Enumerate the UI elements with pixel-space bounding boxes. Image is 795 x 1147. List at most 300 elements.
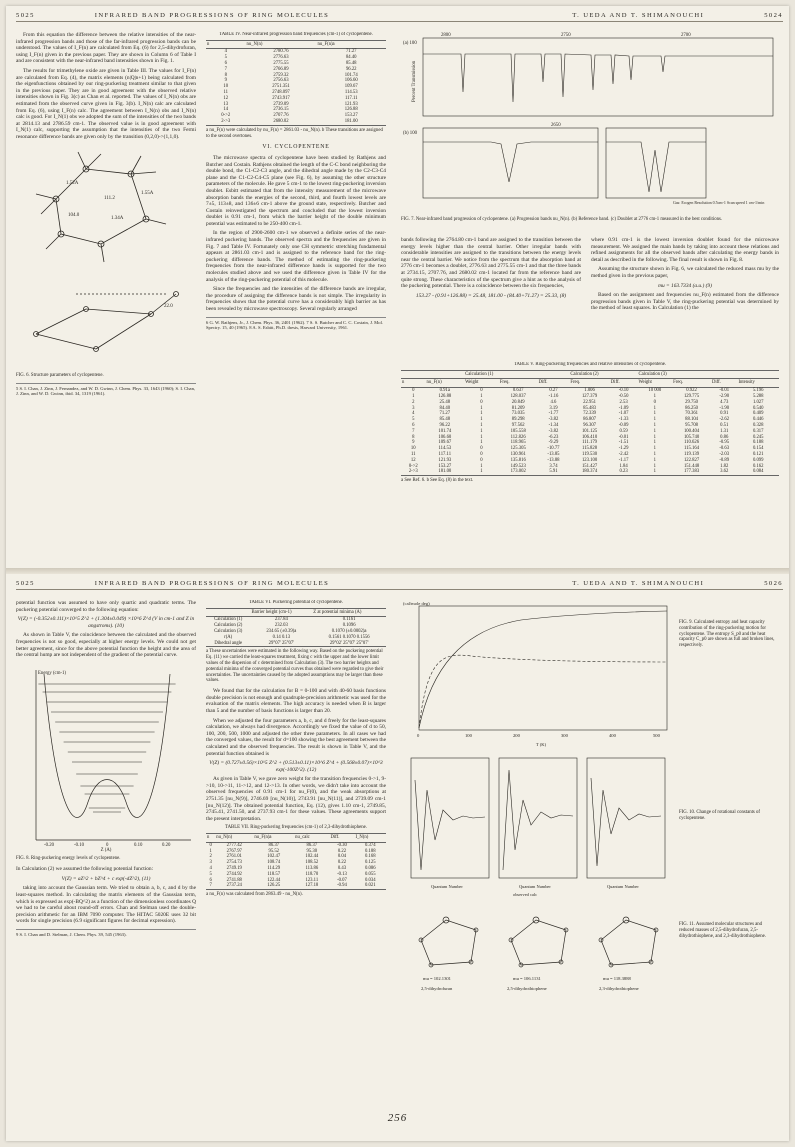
table-cell: -3.82 <box>548 417 559 423</box>
table-cell: 2767.97 <box>226 848 242 854</box>
table-cell: 1 <box>480 393 483 399</box>
running-header <box>16 12 783 22</box>
table-cell: 84.40 <box>345 55 357 61</box>
table-cell: 121.93 <box>344 101 358 107</box>
fig7-tick: 2800 <box>441 33 451 38</box>
table-cell: 71.27 <box>345 49 357 55</box>
table-cell: 130.961 <box>510 451 526 457</box>
table-header: n <box>206 40 246 49</box>
table-cell: -1.51 <box>618 440 629 446</box>
table-cell: 123.100 <box>581 457 598 463</box>
table-row <box>206 641 386 647</box>
header-page-number-right: 5026 <box>764 580 783 587</box>
column-2 <box>206 32 386 562</box>
table-cell: -2.90 <box>719 393 730 399</box>
table-cell: 115.164 <box>684 446 700 452</box>
table-cell: 1 <box>653 463 656 469</box>
table-cell: 135.816 <box>510 457 526 463</box>
table-cell: -1.16 <box>548 393 559 399</box>
table-cell: 0.374 <box>364 842 376 848</box>
table-cell: 22.951 <box>583 399 597 405</box>
table-footnote: a nu_F(n) was calculated from 2863.49 - nu_N(n). <box>206 892 303 898</box>
fig11-mu-label: mu = 118.3888 <box>603 976 631 981</box>
table-cell: 96.22 <box>345 66 357 72</box>
table-cell: 12 <box>410 457 416 463</box>
table-cell: 8 <box>412 434 415 440</box>
table-cell: 1 <box>637 469 672 475</box>
table-cell: 11 <box>223 89 229 95</box>
table-row <box>206 629 386 635</box>
table-header: nu_N(n) <box>246 40 317 49</box>
paragraph: Since the frequencies and the intensities of the difference bands are irregular, the procedure of assigning the difference bands is not simple. The irregularity in frequencies shows that the potential curve has a considerably high barrier as has been revealed by microwave spectroscopy. Several regularly arranged <box>206 286 386 312</box>
table-cell: 2748.097 <box>272 89 290 95</box>
table-cell: 0 <box>480 399 483 405</box>
table-cell: 0.245 <box>752 434 764 440</box>
table-cell: 2776.63 <box>273 55 289 61</box>
table-header: Intensity <box>737 379 779 388</box>
fig7-spectrum <box>401 32 779 212</box>
table-cell: 88.104 <box>685 417 698 423</box>
table-header: Diff. <box>610 379 638 388</box>
table-cell: 151.448 <box>683 463 700 469</box>
table-cell: 0.540 <box>752 405 764 411</box>
table-cell: 114.53 <box>344 89 358 95</box>
table-cell: 10 <box>223 84 229 90</box>
column-4 <box>591 237 779 357</box>
fig8-xtick: 0.10 <box>134 842 143 848</box>
table-group-header: Calculation (2) <box>569 370 637 379</box>
table-cell: 0.04 <box>337 854 347 860</box>
fig9-plot <box>401 600 671 750</box>
fig10-xlabel: Quantum Number <box>607 884 639 889</box>
table-cell: 4.6 <box>550 399 557 405</box>
table-cell: 119.530 <box>582 451 598 457</box>
fig11-structures <box>401 900 671 1000</box>
table-header: n <box>206 834 215 843</box>
table-cell: 0.446 <box>752 417 764 423</box>
table-cell: Calculation (1) <box>214 617 243 623</box>
fig10-xlabel: Quantum Number <box>519 884 551 889</box>
table-cell: 0.188 <box>364 848 376 854</box>
paragraph: The microwave spectra of cyclopentene have been studied by Rathjens and Butcher and Costain. Rathjens obtained the length of the C-C bond neighboring the double bond, the C1-C2-C3 angle, and the dihedral angle made by the C2-C3-C4 plane and the C1-C2-C4-C5 plane (see Fig. 6), by assuming the other structure parameters of the molecule. He gave 5 cm-1 to the lowest ring-puckering inversion doublet. Esbitt estimated that from the intensity measurement of the microwave absorption bands the energies of the second, third, and fourth lowest levels are 7±5, 113±8, and 136±6 cm-1 above the ground state, respectively. Butcher and Costain reinvestigated the spectrum and concluded that the lowest inversion doublet is 0.91 cm-1, from which the barrier height of the double minimum potential was estimated to be 250-400 cm-1. <box>206 154 386 227</box>
table-cell: 1 <box>653 451 656 457</box>
table-cell: 1 <box>653 428 656 434</box>
table-header: Z at potential minima (A) <box>312 608 386 617</box>
figure-caption: FIG. 11. Assumed molecular structures and reduced masses of 2,5-dihydrofuran, 2,5-dihydrothiophene, and 2,3-dihydrothiophene. <box>679 922 766 939</box>
table-cell: 0.91a <box>439 388 450 394</box>
paragraph: taking into account the Gaussian term. We tried to obtain a, b, c, and d by the least-squares method. In calculating the matrix elements of the Gaussian term, which is expressed as exp(-BQ^2) as a function of the dimensionless coordinates Q we had to be careful about round-off errors. Chan and Stelman used the double-precision arithmetic for an IBM 7090 computer. The HITAC 5020E uses 32 bit words for single precision (6.9 significant figures for decimal expression). <box>16 885 196 925</box>
table-cell: -2.42 <box>618 451 629 457</box>
table-cell: -0.89 <box>719 457 730 463</box>
table-header: nu_F(n) <box>426 379 465 388</box>
table-cell: 1 <box>653 446 656 452</box>
table-cell: 0 <box>209 842 212 848</box>
table-cell: 118.70 <box>305 871 319 877</box>
table-cell: 2 <box>412 399 415 405</box>
top-page <box>16 12 783 562</box>
table-cell: 10 000 <box>648 388 662 394</box>
table-cell: 101.74 <box>344 72 358 78</box>
fig6-label: 104.0 <box>68 212 80 218</box>
table-cell: 3.62 <box>711 469 737 475</box>
table-cell: 1 <box>653 434 656 440</box>
table-cell: 149.523 <box>510 463 526 469</box>
fig9-xtick: 100 <box>465 733 472 738</box>
footnote: 9 S. I. Chan and D. Stelman, J. Chem. Phys. 39, 545 (1963). <box>16 929 196 938</box>
table-cell: Calculation (2) <box>214 623 243 629</box>
table-cell: 2751.351 <box>272 84 290 90</box>
table-cell: 0.055 <box>364 871 376 877</box>
table-cell: 96.307 <box>583 422 597 428</box>
table-cell: 105.558 <box>510 428 526 434</box>
table-cell: 4 <box>224 49 227 55</box>
table-cell: 126.88 <box>438 393 452 399</box>
table-cell: 72.339 <box>583 411 597 417</box>
table-cell: 5.288 <box>752 393 764 399</box>
table-cell: -2.03 <box>719 451 730 457</box>
figure-10 <box>401 750 779 900</box>
figure-6 <box>16 144 196 379</box>
table-cell: 2736.15 <box>273 107 289 113</box>
table-cell: 86.807 <box>583 417 597 423</box>
table-cell: 101.125 <box>581 428 598 434</box>
figure-7 <box>401 32 779 232</box>
figures-right <box>401 600 779 1140</box>
table-cell: 3 <box>412 405 415 411</box>
table-cell: 71.27 <box>439 411 451 417</box>
table-cell: -9.29 <box>548 440 559 446</box>
table-cell: 9 <box>224 78 227 84</box>
table-cell: 86.37 <box>306 842 318 848</box>
table-cell: 0 <box>412 388 415 394</box>
table-cell: 5 <box>209 871 212 877</box>
table-cell: 1 <box>653 457 656 463</box>
table-cell: 7 <box>412 428 415 434</box>
figure-11 <box>401 900 779 1010</box>
table-cell: 108.52 <box>305 860 319 866</box>
section-heading: VI. CYCLOPENTENE <box>262 144 330 151</box>
fig9-xtick: 300 <box>561 733 568 738</box>
table-cell: 2->3 <box>401 469 426 475</box>
header-title: INFRARED BAND PROGRESSIONS OF RING MOLECULES <box>94 580 330 587</box>
table-cell: 14 <box>223 107 229 113</box>
table-cell: Dihedral angle <box>206 641 250 647</box>
table-6 <box>206 608 386 648</box>
table-cell: 109.67 <box>438 440 452 446</box>
table-cell: 6 <box>224 60 227 66</box>
table-cell: 29.750 <box>685 399 698 405</box>
table-5 <box>401 370 779 477</box>
table-cell: 12 <box>223 95 229 101</box>
table-cell: 1 <box>653 393 656 399</box>
fig11-molecule-name: 2,5-dihydrothiophene <box>507 986 547 991</box>
table-cell: 122.44 <box>267 877 281 883</box>
table-cell: 118.57 <box>267 871 281 877</box>
table-cell: 0 <box>480 451 483 457</box>
table-cell: 0.1561 0.1070 0.1556 <box>328 634 370 640</box>
bottom-page <box>16 580 783 1140</box>
table-cell: 0.1096 <box>342 623 356 629</box>
table-cell: 84.40 <box>439 405 451 411</box>
table-cell: 0.021 <box>355 883 386 889</box>
fig8-xtick: -0.10 <box>74 842 84 848</box>
table-cell: -0.01 <box>618 434 629 440</box>
table-cell: 13 <box>223 101 229 107</box>
table-cell: -0.13 <box>337 871 347 877</box>
figure-caption: FIG. 10. Change of rotational constants of cyclopentene. <box>679 810 760 821</box>
table-header: nu_calc <box>294 834 329 843</box>
table-cell: 0.51 <box>720 422 729 428</box>
table-cell: 85.48 <box>345 60 357 66</box>
table-cell: 100.404 <box>683 428 700 434</box>
figure-caption: FIG. 7. Near-infrared band progression of cyclopentene. (a) Progression bands nu_N(n). (b) Reference band. (c) Doublet at 2776 cm-1 measured in the best conditions. <box>401 216 723 222</box>
paragraph: As shown in Table V, the coincidence between the calculated and the observed frequencies is not so good, especially at higher energy levels. We could not get better agreement, since for the above potential function the height and the area of the central hump are not independent of the gradient of the potential curve. <box>16 632 196 659</box>
column-1 <box>16 600 196 1140</box>
table-cell: -1.77 <box>548 411 559 417</box>
table-cell: 2737.24 <box>215 883 253 889</box>
table-cell: 2744.92 <box>226 871 242 877</box>
header-page-number: 5025 <box>16 12 35 19</box>
table-cell: 128.037 <box>510 393 526 399</box>
table-cell: 0.91 <box>720 411 729 417</box>
figure-9 <box>401 600 779 750</box>
table-cell: 0.188 <box>752 440 764 446</box>
table-cell: 0.317 <box>752 428 764 434</box>
header-title: INFRARED BAND PROGRESSIONS OF RING MOLECULES <box>94 12 330 19</box>
table-cell: 0.637 <box>512 388 524 394</box>
table-cell: 0.084 <box>737 469 779 475</box>
table-cell: 2777.42 <box>226 842 242 848</box>
table-cell: 0.86 <box>720 434 729 440</box>
table-header: Weight <box>464 379 499 388</box>
table-cell: 86.37 <box>268 842 280 848</box>
table-cell: r(A) <box>224 634 233 640</box>
table-cell: 5.196 <box>752 388 764 394</box>
table-cell: 3.74 <box>549 463 558 469</box>
table-cell: 0.43 <box>337 866 347 872</box>
table-footnote: a See Ref. 6. b See Eq. (8) in the text. <box>401 478 474 484</box>
table-cell: 0.1070 (±0.0002)a <box>331 628 367 634</box>
table-cell: Calculation (3) <box>214 628 243 634</box>
table-cell: 2.53 <box>619 399 628 405</box>
paragraph: The results for trimethylene oxide are given in Table III. The values for I_F(n) are calculated from Eq. (4), the matrix elements (n|Q|n+1) being calculated from the eigenfunctions obtained by our ring-puckering treatment similar to that given in the previous paper. They are in good agreement with the observed relative intensities shown in Fig. 3(c) as Chan et al. reported. The values of I_N(n) obs are estimated from the observed curve given in Fig. 3(b). I_N(n) calc are calculated from Eq. (6), using I_F(n) calc. The agreement between I_N(n) obs and I_N(n) calc is good. For I_N(1) obs we adopted the sum of the intensities of the two bands at 2814.13 and 2786.59 cm-1. The observed value is in good agreement with I_N(1) calc, supporting the assumption that the intensities of the two Fermi resonance difference bands are given only by the transition (0,2,0)->(1,1,0). <box>16 67 196 140</box>
table-cell: 1.006 <box>584 388 595 394</box>
table-cell: 105.740 <box>683 434 700 440</box>
fig6-structure-diagram <box>16 144 196 369</box>
fig7-tick: 2750 <box>561 33 571 38</box>
table-header: nu_F(n)a <box>316 40 386 49</box>
table-cell: 1 <box>480 411 483 417</box>
figure-8 <box>16 662 196 862</box>
table-cell: 2761.01 <box>226 854 242 860</box>
column-2 <box>206 600 386 1140</box>
table-cell: 6 <box>412 422 415 428</box>
footnote: 5 S. I. Chan, J. Zinn, J. Fernandez, and W. D. Gwinn, J. Chem. Phys. 33, 1643 (1960); S. I. Chan, J. Zinn, and W. D. Gwinn, ibid. 34, 1319 (1961). <box>16 383 196 397</box>
table-header: Freq. <box>569 379 609 388</box>
table-cell: 1 <box>412 393 415 399</box>
table-cell: 1 <box>480 417 483 423</box>
table-cell: 2743.917 <box>272 95 290 101</box>
table-cell: 114.53 <box>438 446 452 452</box>
paragraph: Based on the assignment and frequencies nu_F(n) estimated from the difference progression bands given in Table V, the ring-puckering potential was determined by the method of least squares. In Calculation (1) the <box>591 292 779 312</box>
table-cell: 0->2 <box>221 113 231 119</box>
table-cell: 2759.32 <box>273 72 289 78</box>
paragraph: potential function was assumed to have only quartic and quadratic terms. The puckering potential converged to the following equation: <box>16 600 196 613</box>
table-cell: 95.708 <box>685 422 698 428</box>
paragraph: Assuming the structure shown in Fig. 6, we calculated the reduced mass mu by the method given in the previous paper, <box>591 266 779 279</box>
table-cell: 1.31 <box>720 428 729 434</box>
table-title: TABLE V. Ring-puckering frequencies and relative intensities of cyclopentene. <box>513 362 667 367</box>
fig7-tick: 2700 <box>681 33 691 38</box>
table-cell: 1.84 <box>619 463 628 469</box>
fig10-xlabel: Quantum Number <box>431 884 463 889</box>
table-cell: 2775.55 <box>273 60 289 66</box>
column-3 <box>401 237 581 357</box>
table-cell: 0.59 <box>619 428 628 434</box>
table-cell: 106.410 <box>581 434 598 440</box>
table-row <box>206 883 386 889</box>
paragraph: From this equation the difference between the relative intensities of the near-infrared progression bands and those of the far-infrared progression bands can be understood. The values of I_F(n) are calculated from Eq. (6) for 2,5-dihydrofuran, using I_F(n) given in the previous paper. They are shown in Column 6 of Table I and are consistent with the near-infrared band intensities shown in Fig. 1. <box>16 32 196 65</box>
figure-caption: FIG. 6. Structure parameters of cyclopentene. <box>16 373 104 379</box>
table-cell: 2749.19 <box>226 866 242 872</box>
table-cell: 181.00 <box>426 469 465 475</box>
table-cell: 106.60 <box>438 434 452 440</box>
table-row <box>206 119 386 125</box>
table-group-header: Calculation (3) <box>637 370 779 379</box>
table-cell: 0 <box>480 446 483 452</box>
table-cell: 1 <box>653 417 656 423</box>
table-cell: 0.27 <box>549 388 558 394</box>
table-header: nu_N(n) <box>215 834 253 843</box>
table-cell: 4 <box>412 411 415 417</box>
table-cell: 0.14 0.13 <box>272 634 291 640</box>
table-cell: 1.027 <box>752 399 764 405</box>
table-cell: 11 <box>411 451 416 457</box>
table-cell: -0.30 <box>337 842 347 848</box>
table-cell: 118.965 <box>510 440 526 446</box>
table-cell: 2780.76 <box>273 49 289 55</box>
fig9-ylabel: (cal/mole deg) <box>403 601 430 606</box>
table-cell: -1.09 <box>618 405 629 411</box>
table-header: n <box>401 379 426 388</box>
table-title: TABLE VI. Puckering potential of cyclopentene. <box>249 600 343 605</box>
table-cell: -6.23 <box>548 434 559 440</box>
equation-10: V(Z) = (-0.352±0.111)×10^5 Z^2 + (1.304±0.049) ×10^6 Z^4 (V in cm-1 and Z in angstroms). (10) <box>17 616 195 629</box>
table-group-header: Calculation (1) <box>464 370 569 379</box>
table-cell: 1 <box>480 422 483 428</box>
table-header: Freq. <box>499 379 538 388</box>
table-cell: 2707.76 <box>273 113 289 119</box>
fig11-mu-label: mu = 106.1131 <box>513 976 541 981</box>
fig8-xtick: -0.20 <box>44 842 54 848</box>
table-cell: -0.10 <box>618 388 629 394</box>
table-cell: 0.162 <box>752 463 764 469</box>
equation-12: V(Z) = (0.727±0.56)×10^5 Z^2 + (0.513±0.11)×10^6 Z^4 + (0.568±0.07)×10^3 exp(-100Z^2). (12) <box>209 760 383 773</box>
table-cell: 2680.02 <box>246 119 317 125</box>
spread-divider <box>6 568 789 574</box>
table-cell: 9 <box>412 440 415 446</box>
table-cell: 117.11 <box>438 451 452 457</box>
table-cell: 0.154 <box>752 446 764 452</box>
table-cell: -10.77 <box>547 446 560 452</box>
fig9-xtick: 400 <box>609 733 616 738</box>
table-cell: 129.775 <box>683 393 700 399</box>
table-cell: -13.85 <box>547 451 560 457</box>
table-footnote: a These uncertainties were estimated in the following way. Based on the puckering potential Eq. (11) we carried the least-squares treatment, fixing c with the upper and the lower limit values of the dispersion of c determined from Calculation (3). The two barrier heights and potential minima of the converged potential curves thus obtained were regarded to give their uncertainties. The uncertainties caused by the adopted assumptions may be larger than these values. <box>206 649 384 684</box>
table-cell: 111.179 <box>582 440 598 446</box>
table-cell: 81.209 <box>511 405 525 411</box>
fig6-label: 1.34A <box>111 215 124 221</box>
table-cell: 0.121 <box>752 451 764 457</box>
table-cell: 2756.63 <box>273 78 289 84</box>
table-title: TABLE IV. Near-infrared progression band frequencies (cm-1) of cyclopentene. <box>219 32 373 37</box>
fig11-molecule-name: 2,3-dihydrothiophene <box>599 986 639 991</box>
table-cell: -1.07 <box>618 411 629 417</box>
running-header <box>16 580 783 590</box>
table-cell: 1 <box>480 463 483 469</box>
table-cell: 1 <box>653 411 656 417</box>
paragraph: In Calculation (2) we assumed the following potential function: <box>16 866 154 873</box>
table-cell: -0.07 <box>337 877 347 883</box>
table-header: Diff. <box>711 379 737 388</box>
table-cell: 2739.09 <box>273 101 289 107</box>
paragraph: When we adjusted the four parameters a, b, c, and d freely for the least-squares calculation, we always had divergence. Accordingly we fixed the value of d to 50, 100, 200, 500, 1000 and adjusted the other three parameters. In all cases we had the converged values, the result for d=100 showing the best agreement between the calculated and the observed frequencies. The result is shown in Table V, and the potential function obtained is <box>206 717 386 757</box>
table-cell: 0.1161 <box>342 617 356 623</box>
table-cell: 0.328 <box>752 422 764 428</box>
table-cell: 2754.73 <box>226 860 242 866</box>
paragraph: In the region of 2900-2600 cm-1 we observed a definite series of the near-infrared puckering bands. The observed spectra and the frequencies are given in Fig. 7 and Table IV. Fortunately only one CH symmetric stretching fundamental appears at 2861.03 cm-1 and is assigned to the reference band for the ring-puckering difference bands. The method of estimating the ring-puckering frequencies from the near-infrared difference bands is supported for the two molecules studied above and we used the difference given in Table IV for the analysis of the ring-puckering potential of this molecule. <box>206 230 386 283</box>
table-cell: 0 <box>480 457 483 463</box>
header-page-number: 5025 <box>16 580 35 587</box>
table-cell: 4 <box>209 866 212 872</box>
table-cell: -0.94 <box>329 883 354 889</box>
table-cell: -0.63 <box>719 446 730 452</box>
fig9-xtick: 200 <box>513 733 520 738</box>
table-cell: -1.29 <box>618 446 629 452</box>
table-cell: 2741.88 <box>226 877 242 883</box>
table-7 <box>206 833 386 890</box>
fig7-panel-label: (b) 100 <box>403 131 417 136</box>
table-header: I_N(n) <box>355 834 386 843</box>
table-cell: -1.34 <box>548 422 559 428</box>
table-cell: 0.099 <box>752 457 764 463</box>
fig10-plots <box>401 750 671 900</box>
paragraph: As given in Table V, we gave zero weight for the transition frequencies 0->1, 9->10, 10->11, 11->12, and 12->13. In other words, we didn't take into account the observed frequencies of 0.91 cm-1 for nu_F(0), and the weak absorptions at 2751.35 [nu_N(9)], 2746.69 [nu_N(10)], 2743.91 [nu_N(11)], and 2739.09 cm-1 [nu_N(12)]. The obtained potential function, Eq. (12), gives 1.10 cm-1, 2749.85, 2745.41, 2741.50, and 2737.93 cm-1 for these values. These agreements support the present interpretation. <box>206 776 386 822</box>
fig9-xlabel: T (K) <box>535 742 547 747</box>
table-cell: 114.29 <box>267 866 281 872</box>
table-cell: 0->2 <box>408 463 418 469</box>
equation-9: mu = 163.7334 (a.u.) (9) <box>658 282 712 289</box>
table-cell: 5.91 <box>538 469 570 475</box>
table-cell: 181.00 <box>316 119 386 125</box>
table-cell: -0.95 <box>719 440 730 446</box>
table-cell: 117.11 <box>344 95 358 101</box>
fig8-energy-levels <box>16 662 196 852</box>
table-title: TABLE VII. Ring-puckering frequencies (cm-1) of 2,3-dihydrothiophene. <box>225 825 367 831</box>
table-cell: 1.82 <box>720 463 729 469</box>
table-cell: 102.44 <box>305 854 319 860</box>
table-cell: 25.48 <box>439 399 451 405</box>
table-cell: 29°02' 25°07' 25°07' <box>312 641 386 647</box>
table-cell: 1 <box>464 469 499 475</box>
paragraph: where 0.91 cm-1 is the lowest inversion doublet found for the microwave measurement. We assigned the main bands by taking into account these relations and refined assignments for all the observed bands after calculating the energy bands in detail as described in the following. The final result is shown in Fig. 8. <box>591 237 779 263</box>
table-cell: 2766.89 <box>273 66 289 72</box>
paragraph: bands following the 2764.80 cm-1 band are assigned to the transition between the energy levels higher than the central barrier. Other irregular bands with considerable intensities are assigned to the transitions between the energy levels near the central barrier. We notice from the spectrum that the absorption band at 2776 cm-1 becomes a doublet, 2776.63 and 2775.55 cm-1 and that the three bands at 2734.15, 2707.76, and 2680.02 cm-1 located far from the reference band are quite strong. These characteristics of the spectrum give a hint as to the analysis of the puckering potential. There is a coincidence between the six frequencies, <box>401 237 581 290</box>
table-cell: 112.826 <box>510 434 526 440</box>
table-cell: 108.74 <box>267 860 281 866</box>
table-cell: 7 <box>206 883 215 889</box>
table-cell: 173.002 <box>499 469 538 475</box>
